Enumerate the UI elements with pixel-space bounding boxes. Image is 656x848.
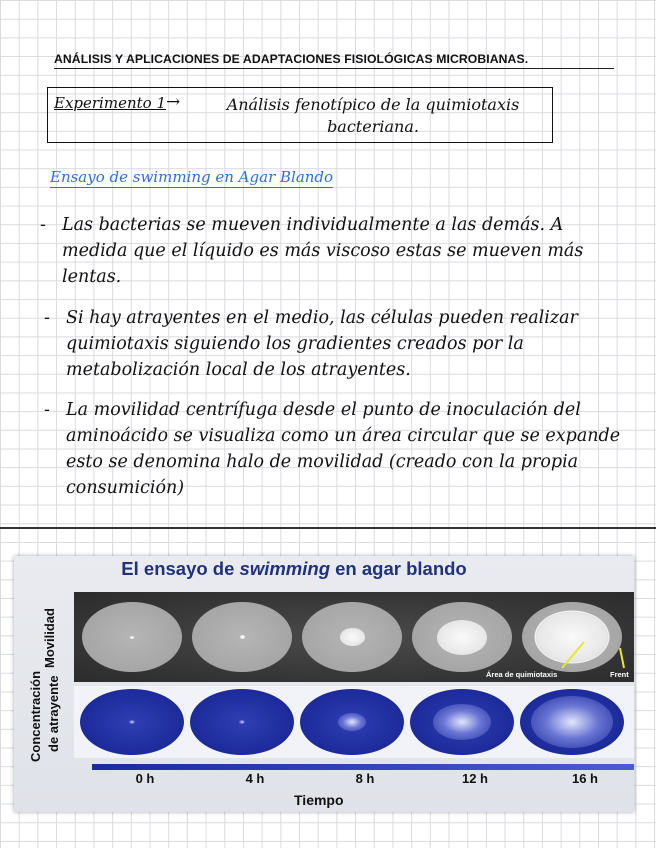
attractant-dish bbox=[520, 689, 624, 755]
concentration-row bbox=[74, 686, 634, 758]
time-label: 0 h bbox=[135, 771, 155, 786]
annotation-lines bbox=[74, 592, 634, 682]
bullet-item bbox=[44, 305, 626, 383]
section-heading: Ensayo de swimming en Agar Blando bbox=[50, 168, 334, 186]
annotation-chemotaxis-area: Área de quimiotaxis bbox=[486, 670, 558, 679]
attractant-dish bbox=[80, 689, 184, 755]
slide-title-pre: El ensayo de bbox=[121, 558, 240, 579]
attractant-dish bbox=[410, 689, 514, 755]
attractant-glow bbox=[338, 713, 367, 731]
bullet-item bbox=[44, 397, 626, 501]
time-label: 12 h bbox=[461, 771, 488, 786]
attractant-dish bbox=[300, 689, 404, 755]
row-label-attractant: de atrayente bbox=[46, 675, 61, 752]
bullet-dash: - bbox=[44, 400, 50, 420]
experiment-label: Experimento 1 bbox=[54, 94, 166, 112]
attractant-glow bbox=[129, 720, 135, 724]
slide-title-italic: swimming bbox=[239, 558, 330, 579]
row-label-motility: Movilidad bbox=[42, 608, 57, 668]
bullet-item bbox=[40, 212, 632, 290]
document-title: ANÁLISIS Y APLICACIONES DE ADAPTACIONES FISIOLÓGICAS MICROBIANAS. bbox=[54, 52, 614, 69]
attractant-glow bbox=[433, 704, 490, 740]
attractant-dish bbox=[190, 689, 294, 755]
bullet-text: Las bacterias se mueven individualmente a las demás. A medida que el líquido es más viscoso estas se mueven más lentas. bbox=[62, 215, 584, 287]
slide-title bbox=[14, 558, 574, 580]
bullet-dash: - bbox=[40, 215, 46, 235]
time-label: 8 h bbox=[355, 771, 375, 786]
motility-row bbox=[74, 592, 634, 682]
bullet-text: Si hay atrayentes en el medio, las células pueden realizar quimiotaxis siguiendo los gradientes creados por la metabolización local de los atrayentes. bbox=[66, 308, 578, 380]
slide-title-post: en agar blando bbox=[330, 558, 467, 579]
attractant-glow bbox=[531, 696, 613, 748]
slide-photo bbox=[14, 556, 634, 812]
time-label: 4 h bbox=[245, 771, 265, 786]
annotation-front: Frent bbox=[610, 670, 629, 679]
attractant-glow bbox=[239, 720, 245, 724]
time-axis-label: Tiempo bbox=[294, 792, 344, 808]
time-bar bbox=[92, 764, 634, 770]
row-label-concentration: Concentración bbox=[28, 670, 43, 762]
page-divider bbox=[0, 527, 656, 529]
bullet-text: La movilidad centrífuga desde el punto de inoculación del aminoácido se visualiza como un área circular que se expande esto se denomina halo de movilidad (creado con la propia consumición) bbox=[66, 400, 621, 498]
time-label: 16 h bbox=[571, 771, 598, 786]
bullet-dash: - bbox=[44, 308, 50, 328]
experiment-box bbox=[47, 87, 553, 143]
arrow-right-icon: → bbox=[166, 92, 181, 112]
experiment-description: Análisis fenotípico de la quimiotaxis bacteriana. bbox=[226, 95, 520, 136]
